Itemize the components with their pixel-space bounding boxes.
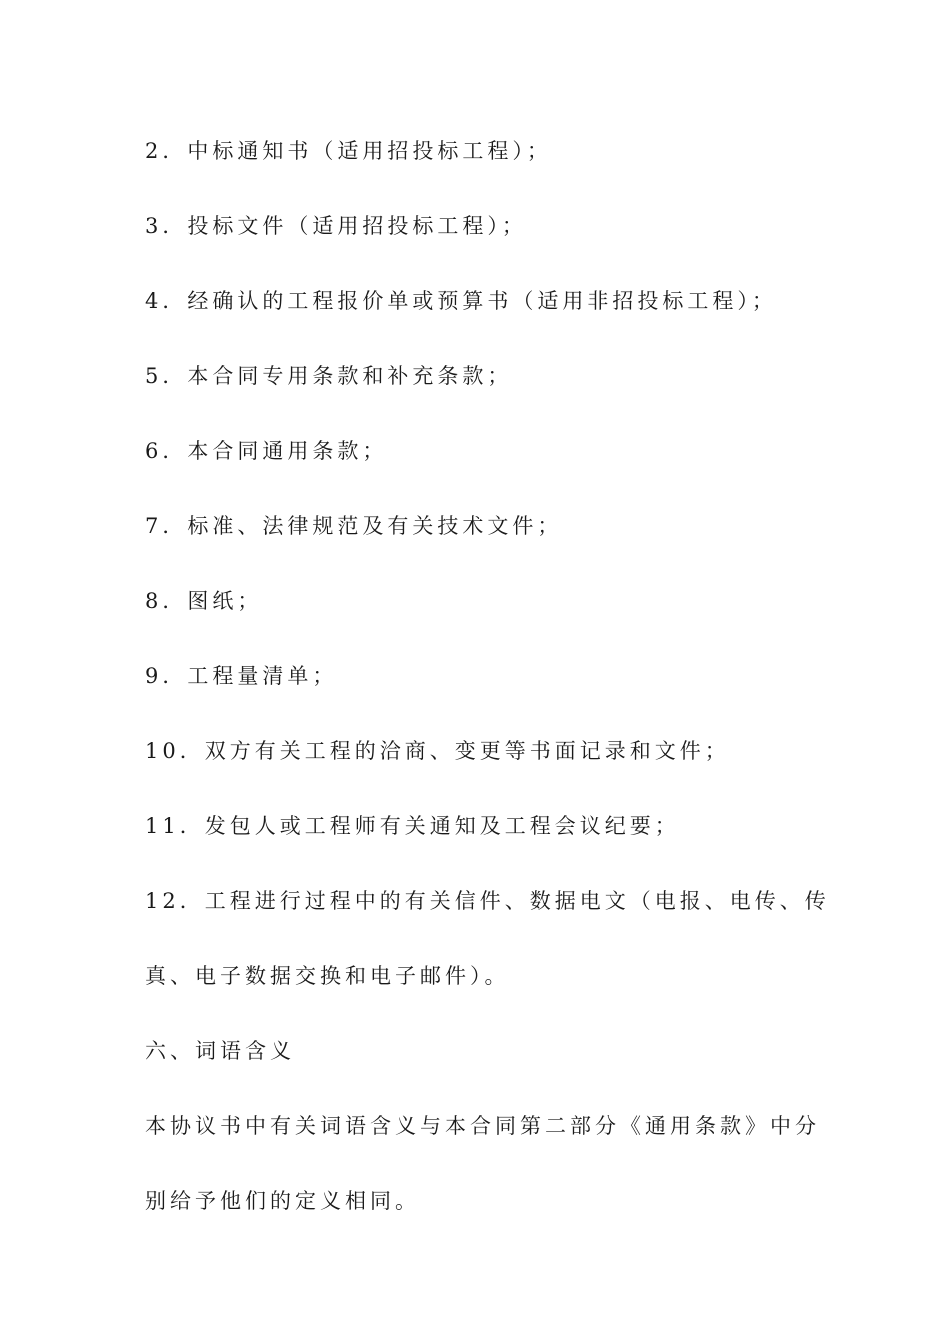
list-item-5-special-terms: 5．本合同专用条款和补充条款；	[145, 364, 513, 388]
list-item-4-quotation: 4．经确认的工程报价单或预算书（适用非招投标工程）；	[145, 289, 777, 313]
document-body	[145, 132, 830, 1257]
list-item-12-correspondence-line-2: 真、电子数据交换和电子邮件）。	[145, 964, 510, 988]
list-item-3-bid-documents: 3．投标文件（适用招投标工程）；	[145, 214, 527, 238]
list-item-11-meeting-minutes: 11．发包人或工程师有关通知及工程会议纪要；	[145, 814, 680, 838]
list-item-8-drawings: 8．图纸；	[145, 589, 263, 613]
list-item-7-standards: 7．标准、法律规范及有关技术文件；	[145, 514, 563, 538]
list-item-6-general-terms: 6．本合同通用条款；	[145, 439, 388, 463]
list-item-9-bill-of-quantities: 9．工程量清单；	[145, 664, 338, 688]
list-item-2-award-notice: 2．中标通知书（适用招投标工程）；	[145, 139, 552, 163]
section-heading-definitions: 六、词语含义	[145, 1039, 295, 1063]
list-item-12-correspondence-line-1: 12．工程进行过程中的有关信件、数据电文（电报、电传、传	[145, 889, 830, 913]
paragraph-definitions-line-1: 本协议书中有关词语含义与本合同第二部分《通用条款》中分	[145, 1114, 820, 1138]
paragraph-definitions-line-2: 别给予他们的定义相同。	[145, 1189, 420, 1213]
list-item-10-negotiation-records: 10．双方有关工程的洽商、变更等书面记录和文件；	[145, 739, 730, 763]
